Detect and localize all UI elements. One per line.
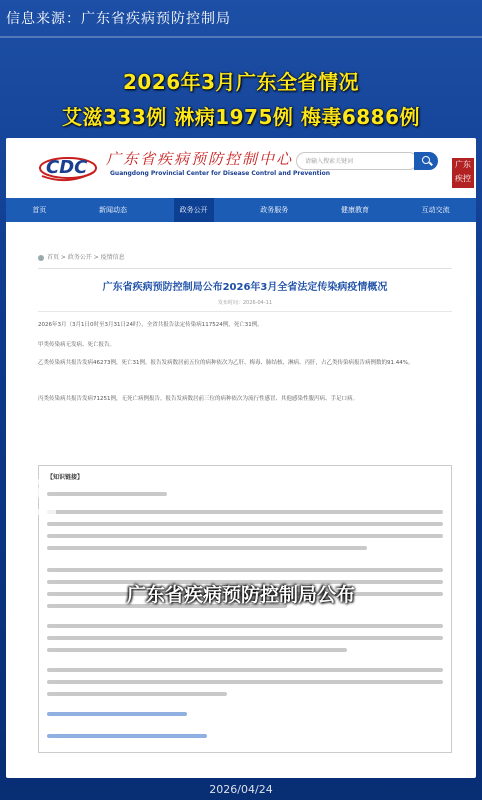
divider <box>38 311 452 312</box>
search-icon <box>422 156 430 164</box>
website-screenshot <box>6 138 476 778</box>
article-title: 广东省疾病预防控制局公布2026年3月全省法定传染病疫情概况 <box>102 282 388 293</box>
stamp-logo: 广东 疾控 <box>452 158 474 188</box>
search-button[interactable] <box>414 152 438 170</box>
article <box>38 268 452 769</box>
search-input[interactable]: 请输入搜索关键词 <box>296 152 418 170</box>
headline-line1: 2026年3月广东全省情况 <box>122 70 360 94</box>
nav-item-home[interactable]: 首页 <box>32 206 47 214</box>
text-line <box>47 648 347 652</box>
nav-item-gov-service[interactable]: 政务服务 <box>260 206 289 214</box>
breadcrumb <box>38 252 125 261</box>
nav-item-gov-info[interactable]: 政务公开 <box>174 198 214 222</box>
site-name: 广东省疾病预防控制中心 <box>106 150 294 168</box>
article-paragraph-1: 2026年3月（3月1日0时至3月31日24时），全省共报告法定传染病117524例，死亡31例。 <box>38 322 263 328</box>
main-nav <box>6 198 476 222</box>
nav-item-news[interactable]: 新闻动态 <box>98 206 127 214</box>
headline-line2: 艾滋333例 淋病1975例 梅毒6886例 <box>61 105 420 129</box>
knowledge-box <box>38 465 452 753</box>
text-line <box>47 692 227 696</box>
text-line <box>47 510 443 514</box>
text-line <box>47 546 367 550</box>
source-label: 信息来源：广东省疾病预防控制局 <box>6 11 231 27</box>
nav-item-health-edu[interactable]: 健康教育 <box>340 206 369 214</box>
text-line <box>47 624 443 628</box>
reference-link[interactable] <box>47 734 207 738</box>
article-meta: 发布时间：2026-04-11 <box>217 300 273 306</box>
text-line <box>47 680 443 684</box>
nav-item-interaction[interactable]: 互动交流 <box>421 206 450 214</box>
site-name-en: Guangdong Provincial Center for Disease Control and Prevention <box>110 170 330 177</box>
text-line <box>47 522 443 526</box>
channel-logo-icon <box>6 472 66 522</box>
article-paragraph-4: 丙类传染病共报告发病71251例，无死亡病例报告。报告发病数居前三位的病种依次为流行性感冒、其他感染性腹泻病、手足口病。 <box>38 396 359 402</box>
video-date: 2026/04/24 <box>209 783 273 796</box>
site-header <box>6 138 476 196</box>
breadcrumb-text: 首页 > 政务公开 > 疫情信息 <box>47 254 125 261</box>
text-line <box>47 534 443 538</box>
divider <box>0 36 482 38</box>
home-icon <box>38 255 44 261</box>
text-line <box>47 636 443 640</box>
text-line <box>47 568 443 572</box>
subtitle-caption: 广东省疾病预防控制局公布 <box>126 584 355 606</box>
article-paragraph-3: 乙类传染病共报告发病46273例，死亡31例。报告发病数居前五位的病种依次为乙肝、梅毒、肺结核、淋病、丙肝，占乙类传染病报告病例数的91.44%。 <box>38 360 414 366</box>
knowledge-box-title: 【知识链接】 <box>47 474 84 481</box>
reference-link[interactable] <box>47 712 187 716</box>
article-paragraph-2: 甲类传染病无发病、死亡报告。 <box>38 342 116 348</box>
svg-text:CDC: CDC <box>46 157 88 178</box>
cdc-logo-icon <box>38 146 98 186</box>
text-line <box>47 668 443 672</box>
